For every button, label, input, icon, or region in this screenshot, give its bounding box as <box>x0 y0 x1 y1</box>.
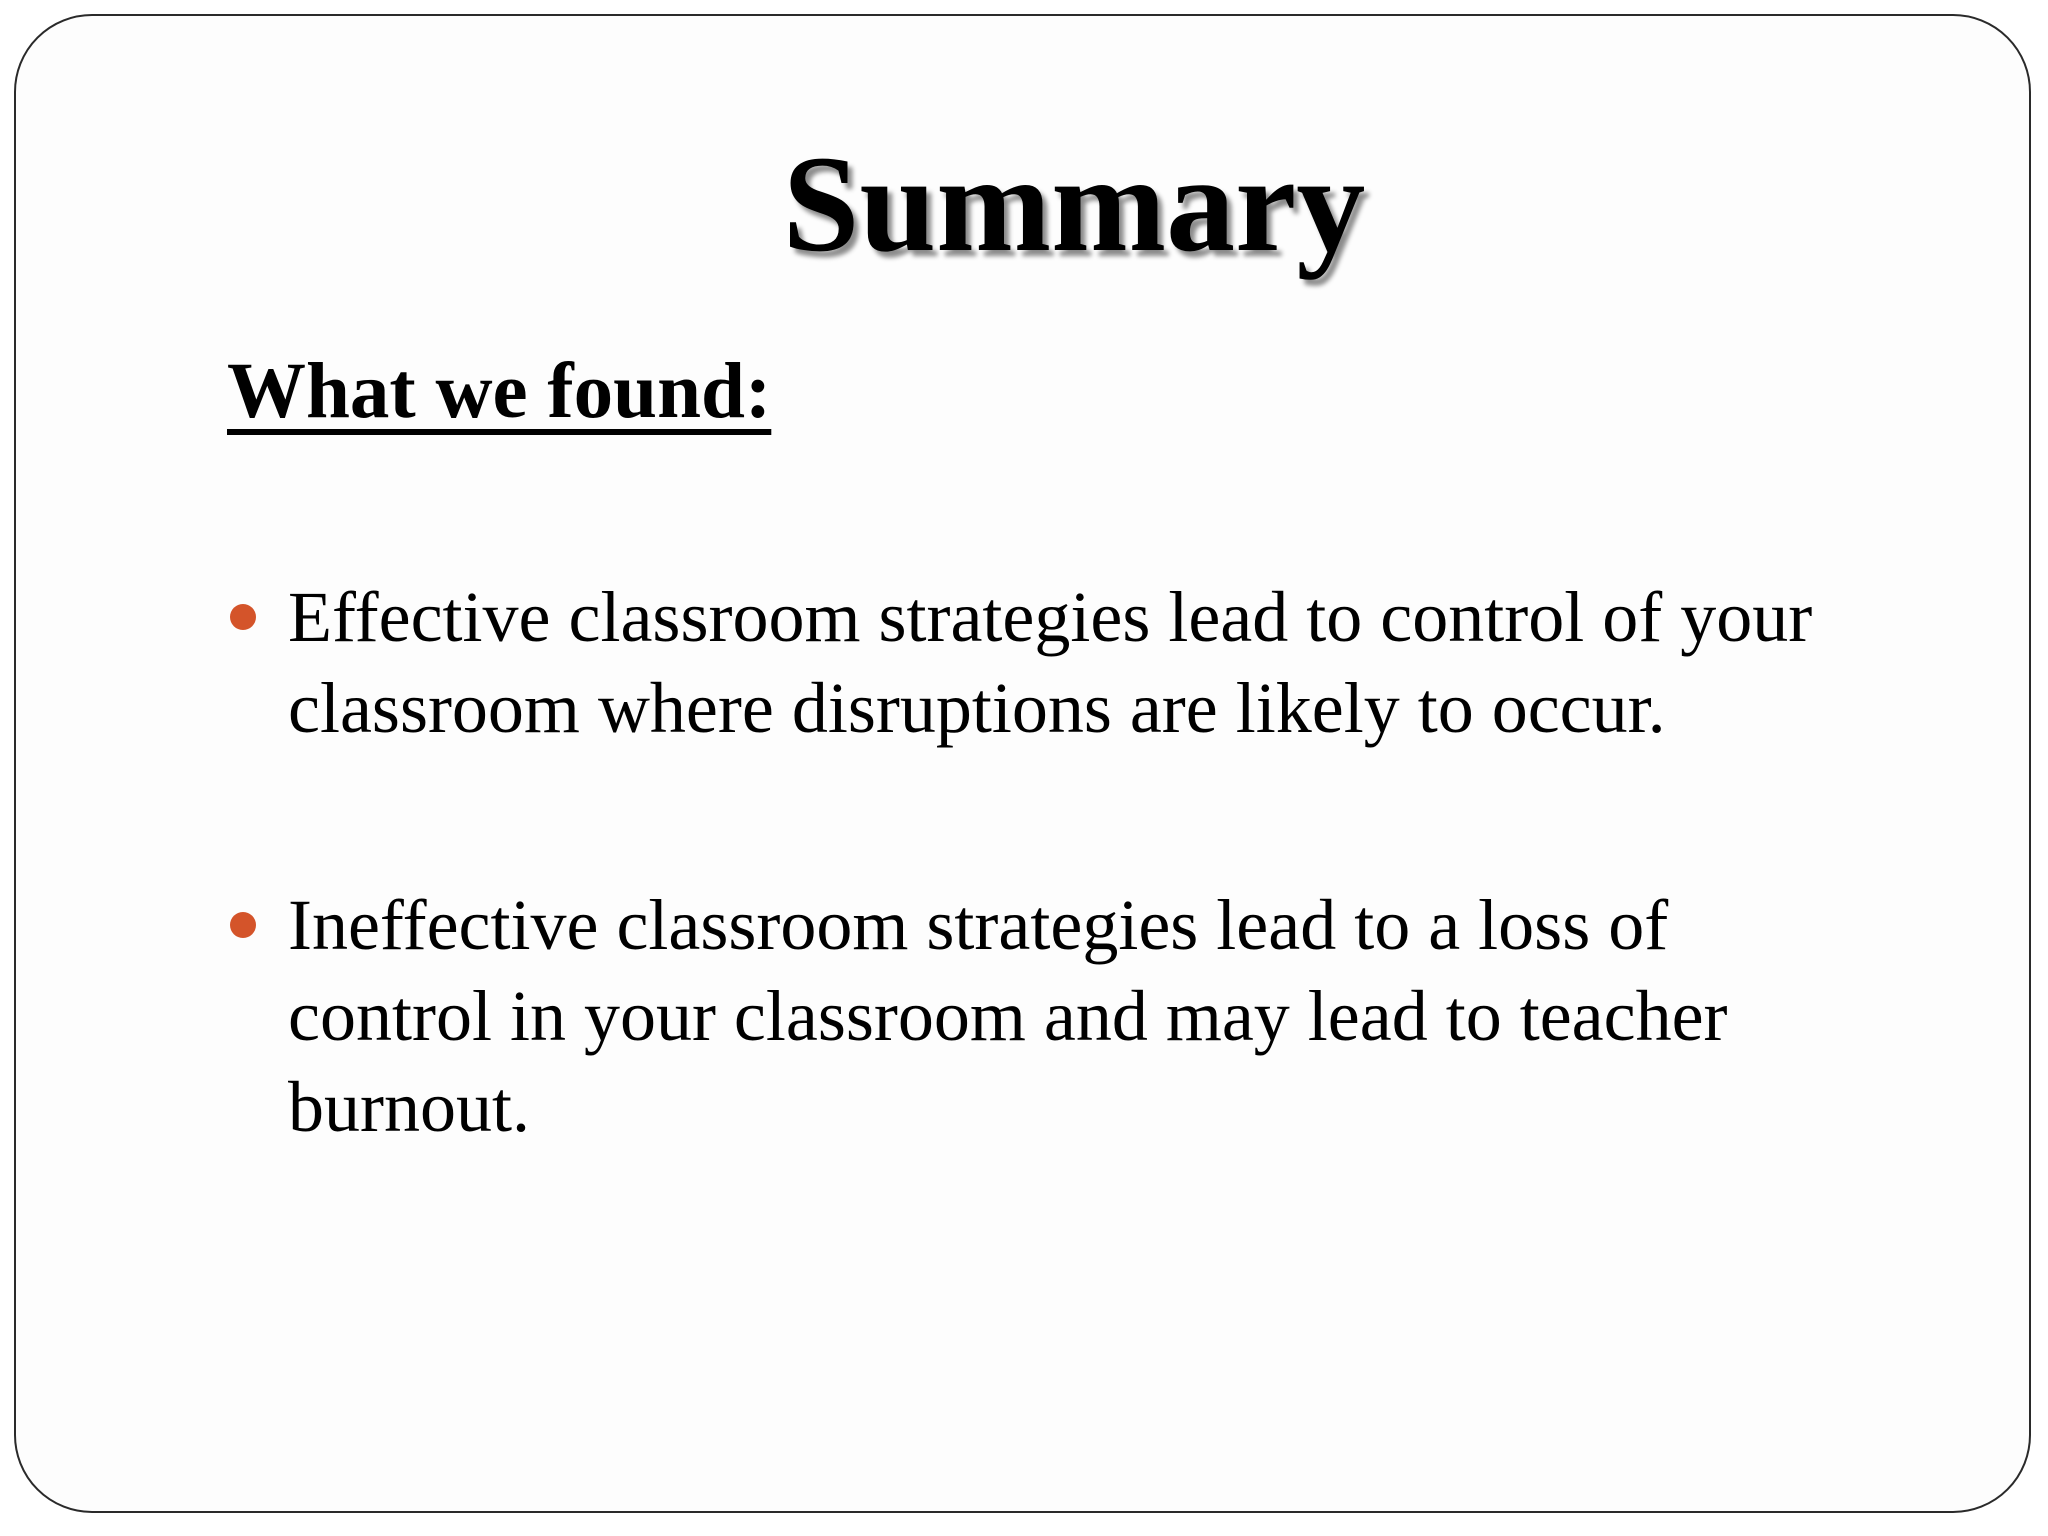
bullet-text-line: classroom where disruptions are likely to occur. <box>288 668 1666 748</box>
slide-title: Summary <box>782 127 1366 280</box>
section-subheading: What we found: <box>227 348 772 435</box>
bullet-text-line: control in your classroom and may lead to teacher <box>288 976 1728 1056</box>
bullet-text-line: Ineffective classroom strategies lead to a loss of <box>288 885 1669 965</box>
bullet-item <box>288 880 1948 1153</box>
bullet-text-line: Effective classroom strategies lead to control of your <box>288 577 1813 657</box>
bullet-item <box>288 572 1948 754</box>
bullet-dot-icon <box>230 604 256 630</box>
bullet-dot-icon <box>230 912 256 938</box>
bullet-text-line: burnout. <box>288 1067 530 1147</box>
